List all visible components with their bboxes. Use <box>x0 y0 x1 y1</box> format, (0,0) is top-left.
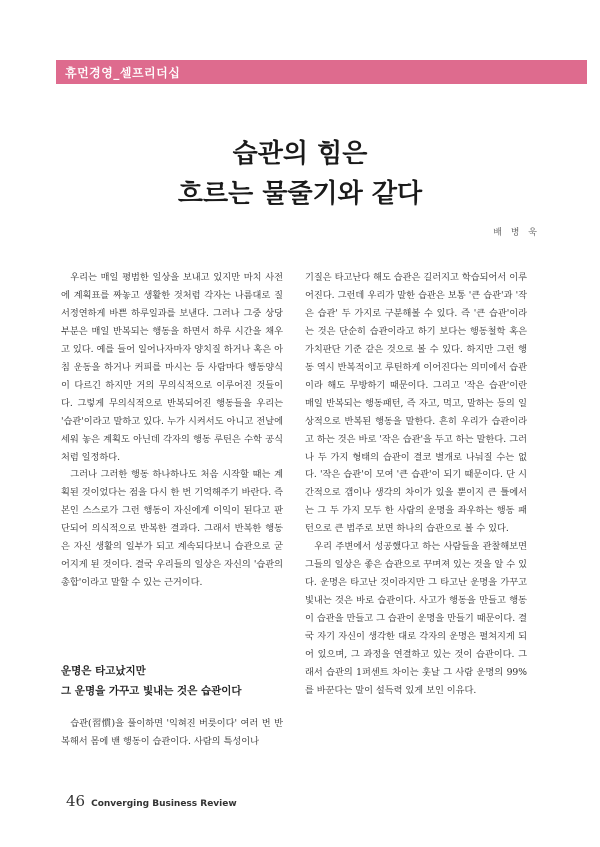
category-label: 휴먼경영_셀프리더십 <box>65 66 181 80</box>
body-paragraph: 기질은 타고난다 해도 습관은 길러지고 학습되어서 이루어진다. 그런데 우리가 말한 습관은 보통 '큰 습관'과 '작은 습관' 두 가지로 구분해볼 수 있다. 즉 '큰 습관'이라는 것은 단순히 습관이라고 하기 보다는 행동철학 혹은 가치판단 기준 같은 것으로 볼 수 있다. 하지만 그런 행동 역시 반복적이고 루틴하게 이어진다는 의미에서 습관이라 해도 무방하기 때문이다. 그리고 '작은 습관'이란 매일 반복되는 행동패턴, 즉 자고, 먹고, 말하는 등의 일상적으로 반복된 행동을 말한다. 흔히 우리가 습관이라고 하는 것은 바로 '작은 습관'을 두고 하는 말한다. 그러나 두 가지 형태의 습관이 결코 별개로 나눠질 수는 없다. '작은 습관'이 모여 '큰 습관'이 되기 때문이다. 단 시간적으로 갭이나 생각의 차이가 있을 뿐이지 큰 틀에서는 그 두 가지 모두 한 사람의 운명을 좌우하는 행동 패턴으로 큰 범주로 보면 하나의 습관으로 볼 수 있다. <box>305 272 527 535</box>
article-title-line-2: 흐르는 물줄기와 같다 <box>177 179 423 209</box>
body-paragraph: 그러나 그러한 행동 하나하나도 처음 시작할 때는 계획된 것이었다는 점을 다시 한 번 기억해주기 바란다. 즉 본인 스스로가 그런 행동이 자신에게 이익이 된다고 판단되어 의식적으로 반복한 결과다. 그래서 반복한 행동은 자신 생활의 일부가 되고 계속되다보니 습관으로 굳어지게 된 것이다. 결국 우리들의 일상은 자신의 '습관의 총합'이라고 말할 수 있는 근거이다. <box>61 469 283 589</box>
body-paragraph: 우리는 매일 평범한 일상을 보내고 있지만 마치 사전에 계획표를 짜놓고 생활한 것처럼 각자는 나름대로 질서정연하게 바쁜 하루일과를 보낸다. 그러나 그중 상당부분은 매일 반복되는 행동을 하면서 하루 시간을 채우고 있다. 예를 들어 일어나자마자 양치질 하거나 혹은 아침 운동을 하거나 커피를 마시는 등 사람마다 행동양식이 다르긴 하지만 거의 무의식적으로 이루어진 것들이다. 그렇게 무의식적으로 반복되어진 행동들을 우리는 '습관'이라고 말하고 있다. 누가 시켜서도 아니고 전날에 세워 놓은 계획도 아닌데 각자의 행동 루틴은 수학 공식처럼 일정하다. <box>61 272 283 463</box>
journal-name: Converging Business Review <box>91 799 237 809</box>
article-title-line-1: 습관의 힘은 <box>232 139 368 169</box>
subheading-line-2: 그 운명을 가꾸고 빛내는 것은 습관이다 <box>61 685 242 697</box>
author-name: 배 병 욱 <box>493 228 540 238</box>
body-column-left <box>61 269 283 592</box>
section-subheading <box>61 661 301 701</box>
body-paragraph: 우리 주변에서 성공했다고 하는 사람들을 관찰해보면 그들의 일상은 좋은 습관으로 꾸며져 있는 것을 알 수 있다. 운명은 타고난 것이라지만 그 타고난 운명을 가꾸고 빛내는 것은 바로 습관이다. 사고가 행동을 만들고 행동이 습관을 만들고 그 습관이 운명을 만들기 때문이다. 결국 자기 자신이 생각한 대로 각자의 운명은 펼쳐지게 되어 있으며, 그 과정을 연결하고 있는 것이 습관이다. 그래서 습관의 1퍼센트 차이는 훗날 그 사람 운명의 99%를 바꾼다는 말이 설득력 있게 보인 이유다. <box>305 541 527 696</box>
body-paragraph: 습관(習慣)을 풀이하면 '익혀진 버릇이다' 여러 번 반복해서 몸에 밴 행동이 습관이다. 사람의 특성이나 <box>61 718 283 747</box>
page-footer <box>66 792 237 810</box>
page-number: 46 <box>66 792 86 810</box>
subheading-line-1: 운명은 타고났지만 <box>61 665 146 677</box>
category-banner <box>56 60 587 84</box>
body-column-right <box>305 269 527 700</box>
body-column-left-continued <box>61 715 283 751</box>
